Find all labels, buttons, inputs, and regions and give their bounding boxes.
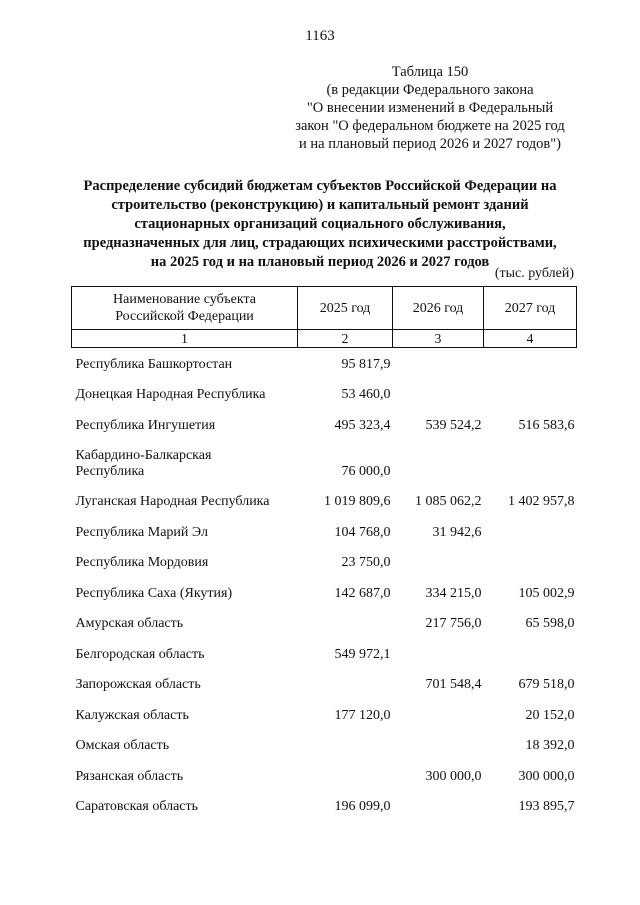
- value-2027: 18 392,0: [525, 738, 575, 753]
- title-line: предназначенных для лиц, страдающих психическими расстройствами,: [83, 235, 557, 251]
- value-2027: [484, 541, 577, 572]
- value-2026: 217 756,0: [425, 616, 482, 631]
- value-2026: [393, 373, 484, 404]
- value-2026: 300 000,0: [425, 768, 482, 784]
- value-2025: [298, 754, 393, 785]
- value-2027: 516 583,6: [518, 417, 575, 433]
- column-number-row: [72, 330, 577, 348]
- value-2025: 76 000,0: [341, 463, 391, 479]
- title-line: Распределение субсидий бюджетам субъектов Российской Федерации на: [83, 178, 557, 194]
- value-2025: [298, 724, 393, 755]
- table-reference-line: (в редакции Федерального закона: [326, 82, 534, 98]
- value-2025: 196 099,0: [334, 799, 391, 814]
- value-2026: [393, 785, 484, 816]
- table-row: [72, 754, 577, 785]
- table-row: [72, 724, 577, 755]
- table-row: [72, 434, 577, 480]
- value-2027: 65 598,0: [525, 616, 575, 631]
- document-title: [60, 177, 580, 272]
- value-2025: 104 768,0: [334, 524, 391, 540]
- region-name: Рязанская область: [75, 768, 184, 784]
- value-2025: 95 817,9: [341, 356, 391, 372]
- value-2027: [484, 434, 577, 480]
- value-2026: 539 524,2: [425, 417, 482, 433]
- title-line: на 2025 год и на плановый период 2026 и 2027 годов: [150, 254, 490, 270]
- value-2025: 23 750,0: [341, 555, 391, 570]
- value-2026: [393, 348, 484, 373]
- value-2025: [298, 663, 393, 694]
- value-2027: 300 000,0: [518, 768, 575, 784]
- table-row: [72, 541, 577, 572]
- value-2025: 53 460,0: [341, 387, 391, 402]
- column-number: 4: [484, 330, 577, 348]
- region-name: Саратовская область: [75, 799, 199, 814]
- value-2027: 20 152,0: [525, 707, 575, 723]
- value-2025: 177 120,0: [334, 707, 391, 723]
- value-2026: 1 085 062,2: [415, 494, 482, 509]
- table-reference-line: закон "О федеральном бюджете на 2025 год: [295, 118, 565, 134]
- title-line: стационарных организаций социального обслуживания,: [134, 216, 506, 232]
- value-2026: [393, 724, 484, 755]
- units-label: (тыс. рублей): [494, 266, 574, 281]
- region-name: Калужская область: [75, 707, 189, 723]
- column-number: 2: [298, 330, 393, 348]
- value-2026: [393, 434, 484, 480]
- table-row: [72, 571, 577, 602]
- table-header-row: [72, 287, 577, 330]
- value-2025: 1 019 809,6: [324, 494, 391, 509]
- value-2026: [393, 693, 484, 724]
- header-name: Наименование субъекта Российской Федерации: [72, 287, 298, 330]
- region-name: Республика Саха (Якутия): [75, 585, 233, 601]
- table-row: [72, 663, 577, 694]
- header-2026: 2026 год: [393, 287, 484, 330]
- header-2025: 2025 год: [298, 287, 393, 330]
- table-row: [72, 602, 577, 633]
- value-2025: 142 687,0: [334, 585, 391, 601]
- table-row: [72, 480, 577, 511]
- table-row: [72, 632, 577, 663]
- header-2027: 2027 год: [484, 287, 577, 330]
- value-2025: 549 972,1: [334, 646, 391, 662]
- title-line: строительство (реконструкцию) и капитальный ремонт зданий: [111, 197, 529, 213]
- region-name: Донецкая Народная Республика: [75, 387, 266, 402]
- table-row: [72, 348, 577, 373]
- value-2027: [484, 632, 577, 663]
- table-reference-line: "О внесении изменений в Федеральный: [306, 100, 554, 116]
- value-2026: [393, 541, 484, 572]
- table-row: [72, 693, 577, 724]
- value-2026: [393, 632, 484, 663]
- value-2027: [484, 348, 577, 373]
- column-number: 1: [72, 330, 298, 348]
- table-row: [72, 403, 577, 434]
- value-2027: [484, 373, 577, 404]
- region-name: Белгородская область: [75, 646, 205, 662]
- value-2026: 701 548,4: [425, 677, 482, 692]
- table-reference-line: Таблица 150: [391, 64, 469, 80]
- region-name: Кабардино-Балкарская Республика: [75, 447, 212, 479]
- value-2025: [298, 602, 393, 633]
- value-2027: 193 895,7: [518, 799, 575, 814]
- value-2026: 31 942,6: [432, 524, 482, 540]
- region-name: Луганская Народная Республика: [75, 494, 270, 509]
- subsidy-table: [71, 286, 577, 815]
- table-row: [72, 373, 577, 404]
- value-2027: [484, 510, 577, 541]
- region-name: Республика Мордовия: [75, 555, 209, 570]
- region-name: Республика Башкортостан: [75, 356, 233, 372]
- value-2027: 105 002,9: [518, 585, 575, 601]
- value-2025: 495 323,4: [334, 417, 391, 433]
- value-2027: 1 402 957,8: [508, 494, 575, 509]
- column-number: 3: [393, 330, 484, 348]
- value-2027: 679 518,0: [518, 677, 575, 692]
- value-2026: 334 215,0: [425, 585, 482, 601]
- region-name: Омская область: [75, 738, 170, 753]
- table-reference-line: и на плановый период 2026 и 2027 годов"): [299, 136, 561, 152]
- region-name: Республика Ингушетия: [75, 417, 216, 433]
- region-name: Запорожская область: [75, 677, 201, 692]
- table-row: [72, 785, 577, 816]
- page-number: 1163: [305, 28, 335, 44]
- region-name: Республика Марий Эл: [75, 524, 208, 540]
- region-name: Амурская область: [75, 616, 184, 631]
- table-row: [72, 510, 577, 541]
- table-reference: [280, 63, 580, 153]
